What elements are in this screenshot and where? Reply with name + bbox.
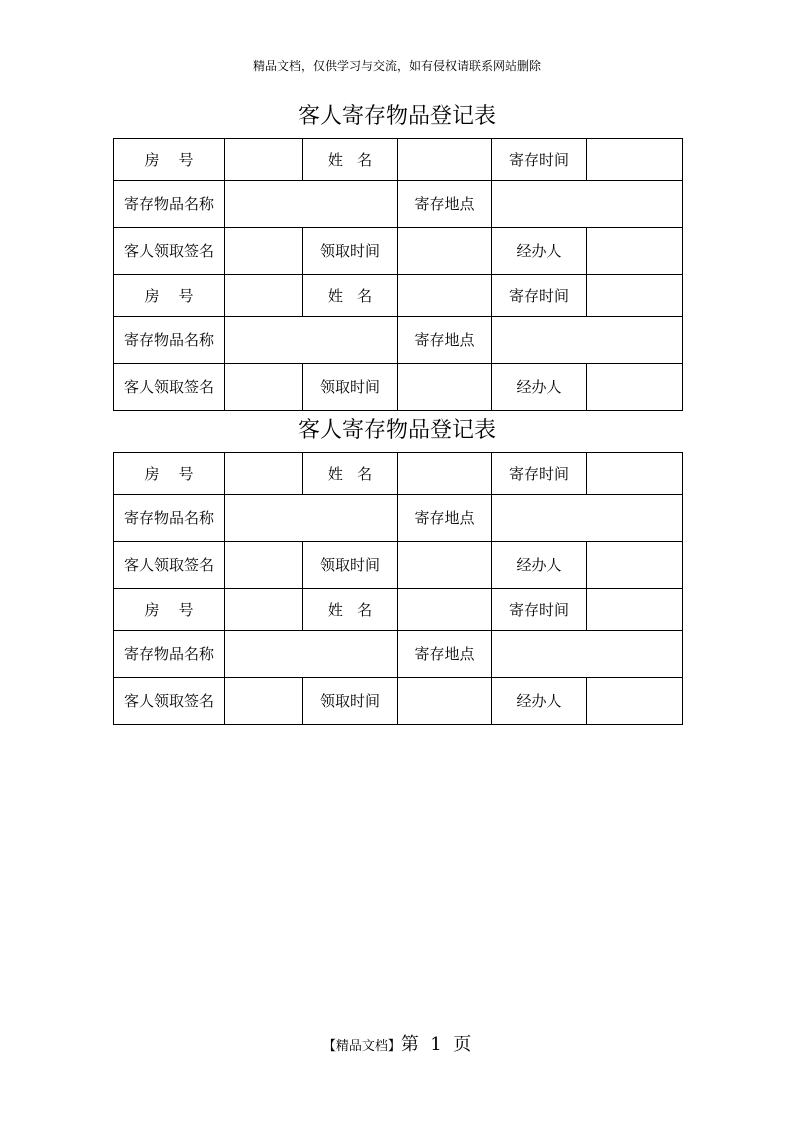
signature-field[interactable] xyxy=(225,542,303,589)
item-name-label: 寄存物品名称 xyxy=(114,181,225,228)
name-field[interactable] xyxy=(398,275,492,317)
item-name-field[interactable] xyxy=(225,181,398,228)
handler-field[interactable] xyxy=(587,678,683,725)
name-field[interactable] xyxy=(398,453,492,495)
name-label: 姓 名 xyxy=(303,589,398,631)
registration-table xyxy=(113,452,683,725)
name-label: 姓 名 xyxy=(303,453,398,495)
room-label: 房 号 xyxy=(114,589,225,631)
item-name-field[interactable] xyxy=(225,317,398,364)
signature-field[interactable] xyxy=(225,228,303,275)
pickup-time-label: 领取时间 xyxy=(303,228,398,275)
form-title: 客人寄存物品登记表 xyxy=(297,418,496,443)
item-name-label: 寄存物品名称 xyxy=(114,631,225,678)
location-label: 寄存地点 xyxy=(398,631,492,678)
deposit-time-field[interactable] xyxy=(587,453,683,495)
room-field[interactable] xyxy=(225,453,303,495)
footer-tag: 【精品文档】 xyxy=(322,1039,401,1054)
room-field[interactable] xyxy=(225,139,303,181)
pickup-time-label: 领取时间 xyxy=(303,542,398,589)
location-label: 寄存地点 xyxy=(398,495,492,542)
location-field[interactable] xyxy=(492,495,683,542)
pickup-time-field[interactable] xyxy=(398,678,492,725)
deposit-time-label: 寄存时间 xyxy=(492,139,587,181)
pickup-time-label: 领取时间 xyxy=(303,364,398,411)
pickup-time-field[interactable] xyxy=(398,228,492,275)
room-label: 房 号 xyxy=(114,139,225,181)
pickup-time-field[interactable] xyxy=(398,542,492,589)
item-name-label: 寄存物品名称 xyxy=(114,317,225,364)
handler-label: 经办人 xyxy=(492,542,587,589)
location-label: 寄存地点 xyxy=(398,317,492,364)
page-suffix: 页 xyxy=(453,1034,472,1055)
handler-field[interactable] xyxy=(587,542,683,589)
location-field[interactable] xyxy=(492,317,683,364)
room-field[interactable] xyxy=(225,275,303,317)
handler-field[interactable] xyxy=(587,364,683,411)
deposit-time-label: 寄存时间 xyxy=(492,453,587,495)
signature-label: 客人领取签名 xyxy=(114,678,225,725)
signature-label: 客人领取签名 xyxy=(114,228,225,275)
signature-field[interactable] xyxy=(225,678,303,725)
page-prefix: 第 xyxy=(400,1034,419,1055)
name-label: 姓 名 xyxy=(303,275,398,317)
pickup-time-label: 领取时间 xyxy=(303,678,398,725)
handler-label: 经办人 xyxy=(492,678,587,725)
form-title: 客人寄存物品登记表 xyxy=(297,104,496,129)
signature-field[interactable] xyxy=(225,364,303,411)
pickup-time-field[interactable] xyxy=(398,364,492,411)
room-label: 房 号 xyxy=(114,453,225,495)
header-note: 精品文档，仅供学习与交流，如有侵权请联系网站删除 xyxy=(252,59,541,73)
deposit-time-field[interactable] xyxy=(587,275,683,317)
handler-label: 经办人 xyxy=(492,228,587,275)
item-name-field[interactable] xyxy=(225,495,398,542)
deposit-time-label: 寄存时间 xyxy=(492,275,587,317)
registration-table xyxy=(113,138,683,411)
room-field[interactable] xyxy=(225,589,303,631)
location-field[interactable] xyxy=(492,631,683,678)
page-footer xyxy=(0,1033,794,1059)
location-label: 寄存地点 xyxy=(398,181,492,228)
page-number: 1 xyxy=(430,1034,442,1055)
handler-field[interactable] xyxy=(587,228,683,275)
deposit-time-field[interactable] xyxy=(587,589,683,631)
item-name-field[interactable] xyxy=(225,631,398,678)
name-label: 姓 名 xyxy=(303,139,398,181)
deposit-time-label: 寄存时间 xyxy=(492,589,587,631)
handler-label: 经办人 xyxy=(492,364,587,411)
name-field[interactable] xyxy=(398,589,492,631)
name-field[interactable] xyxy=(398,139,492,181)
deposit-time-field[interactable] xyxy=(587,139,683,181)
signature-label: 客人领取签名 xyxy=(114,542,225,589)
location-field[interactable] xyxy=(492,181,683,228)
room-label: 房 号 xyxy=(114,275,225,317)
signature-label: 客人领取签名 xyxy=(114,364,225,411)
item-name-label: 寄存物品名称 xyxy=(114,495,225,542)
